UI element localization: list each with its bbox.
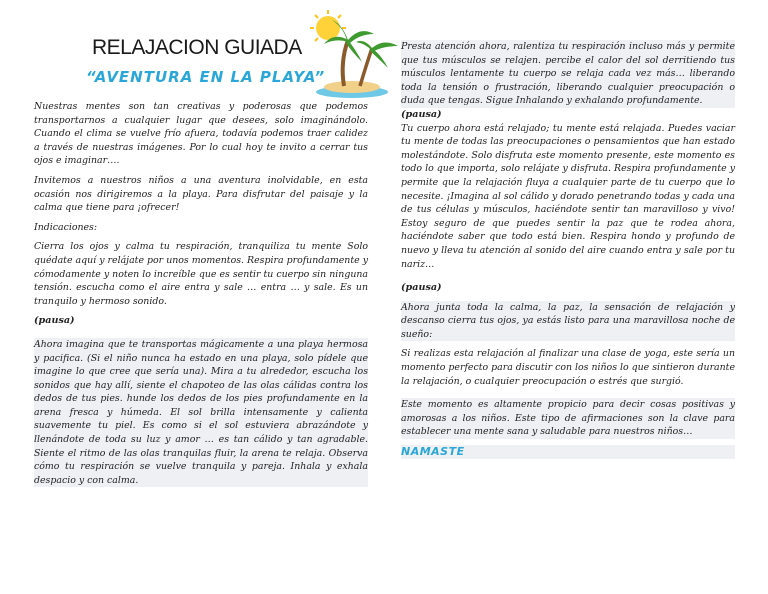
intro-paragraph: Nuestras mentes son tan creativas y poderosas que podemos transportarnos a cualquier lugar que desees, solo imaginándolo. Cuando el clima se vuelve frío afuera, todavía podemos traer calidez a través de nuestras imágenes. Por lo cual hoy te invito a cerrar tus ojos e imaginar…. bbox=[34, 101, 368, 167]
right-column bbox=[401, 40, 735, 459]
pause-marker: (pausa) bbox=[34, 315, 75, 327]
namaste-closing: NAMASTE bbox=[401, 445, 735, 459]
closing-calm-paragraph: Ahora junta toda la calma, la paz, la sensación de relajación y descanso cierra tus ojos, ya estás listo para una maravillosa noche de sueño: bbox=[401, 301, 735, 340]
yoga-paragraph: Si realizas esta relajación al finalizar una clase de yoga, este sería un momento perfecto para discutir con los niños lo que sintieron durante la relajación, o cualquier preocupación o estrés que surgió. bbox=[401, 348, 735, 387]
page-title: RELAJACION GUIADA bbox=[92, 36, 302, 59]
invitation-paragraph: Invitemos a nuestros niños a una aventura inolvidable, en esta ocasión nos dirigiremos a la playa. Para disfrutar del paisaje y la calma que tiene para ¡ofrecer! bbox=[34, 174, 368, 214]
pause-marker: (pausa) bbox=[401, 282, 442, 294]
instructions-paragraph: Cierra los ojos y calma tu respiración, tranquiliza tu mente Solo quédate aquí y relájate por unos momentos. Respira profundamente y cómodamente y noten lo increíble que es sentir tu cuerpo sin ninguna tensión. escucha como el aire entra y sale … entra … y sale. Es un tranquilo y hermoso sonido. bbox=[34, 241, 368, 307]
relaxed-body-paragraph: Tu cuerpo ahora está relajado; tu mente está relajada. Puedes vaciar tu mente de todas las preocupaciones o pensamientos que han estado molestándote. Solo disfruta este momento presente, este momento es todo lo que importa, solo relájate y disfruta. Respira profundamente y permite que la relajación fluya a cualquier parte de tu cuerpo que lo necesite. ¡Imagina al sol cálido y dorado penetrando todas y cada una de tus células y músculos, haciéndote sentir tan maravilloso y vivo! Estoy seguro de que puedes sentir la paz que te rodea ahora, haciéndote saber que todo está bien. Respira hondo y profundo de nuevo y lleva tu atención al sonido del aire cuando entra y sale por tu nariz… bbox=[401, 122, 735, 270]
indicaciones-label: Indicaciones: bbox=[34, 221, 98, 233]
left-column bbox=[34, 100, 368, 487]
page-subtitle: “AVENTURA EN LA PLAYA” bbox=[86, 68, 326, 86]
pause-marker: (pausa) bbox=[401, 108, 442, 120]
breathing-paragraph: Presta atención ahora, ralentiza tu respiración incluso más y permite que tus músculos se relajen. percibe el calor del sol derritiendo tus músculos lentamente tu cuerpo se relaja cada vez más… liberando toda la tensión o frustración, liberando cualquier preocupación o duda que tengas. Sigue Inhalando y exhalando profundamente. bbox=[401, 41, 735, 107]
palm-island-sun-icon bbox=[298, 10, 402, 102]
beach-paragraph: Ahora imagina que te transportas mágicamente a una playa hermosa y pacifica. (Si el niño nunca ha estado en una playa, solo pídele que imagine lo que cree que sería una). Mira a tu alrededor, escucha los sonidos que hay allí, siente el chapoteo de las olas cálidas contra los dedos de tus pies. hunde los dedos de los pies profundamente en la arena fresca y húmeda. El sol brilla intensamente y calienta suavemente tu piel. Es como si el sol estuviera abrazándote y llenándote de toda su luz y amor … es tan cálido y tan agradable. Siente el ritmo de las olas tranquilas fluir, la arena te relaja. Observa cómo tu respiración se vuelve tranquila y pareja. Inhala y exhala despacio y con calma. bbox=[34, 338, 368, 486]
affirmations-paragraph: Este momento es altamente propicio para decir cosas positivas y amorosas a los niños. Este tipo de afirmaciones son la clave para establecer una mente sana y saludable para nuestros niños… bbox=[401, 399, 735, 438]
